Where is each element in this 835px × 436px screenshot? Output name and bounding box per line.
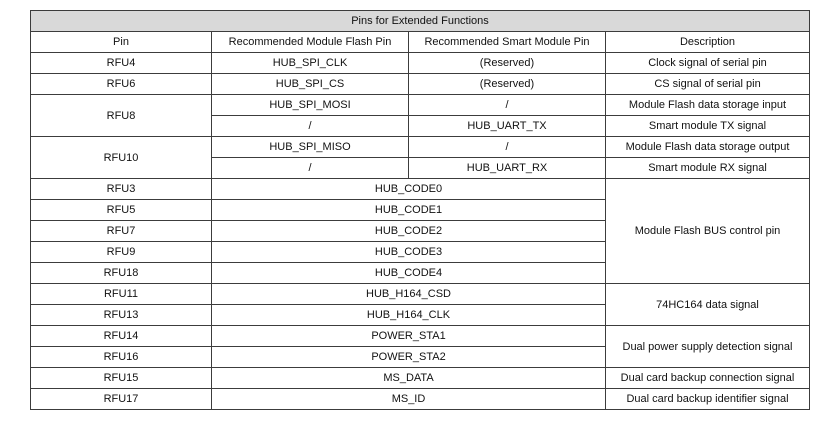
table-row xyxy=(31,53,810,74)
description-cell: CS signal of serial pin xyxy=(606,74,810,95)
smart-pin-cell: (Reserved) xyxy=(409,53,606,74)
pin-cell: RFU18 xyxy=(31,263,212,284)
flash-pin-cell: HUB_SPI_CS xyxy=(212,74,409,95)
title-row xyxy=(31,11,810,32)
table-title: Pins for Extended Functions xyxy=(31,11,810,32)
header-smart-pin: Recommended Smart Module Pin xyxy=(409,32,606,53)
pin-cell: RFU17 xyxy=(31,389,212,410)
table-row xyxy=(31,74,810,95)
flash-pin-cell: HUB_SPI_CLK xyxy=(212,53,409,74)
pin-cell: RFU16 xyxy=(31,347,212,368)
pin-cell: RFU8 xyxy=(31,95,212,137)
table-row xyxy=(31,326,810,347)
table-row xyxy=(31,95,810,116)
flash-pin-cell: HUB_SPI_MOSI xyxy=(212,95,409,116)
description-cell: Module Flash data storage output xyxy=(606,137,810,158)
signal-cell: MS_DATA xyxy=(212,368,606,389)
header-pin: Pin xyxy=(31,32,212,53)
header-description: Description xyxy=(606,32,810,53)
signal-cell: HUB_H164_CSD xyxy=(212,284,606,305)
smart-pin-cell: HUB_UART_RX xyxy=(409,158,606,179)
pin-cell: RFU6 xyxy=(31,74,212,95)
flash-pin-cell: HUB_SPI_MISO xyxy=(212,137,409,158)
signal-cell: HUB_H164_CLK xyxy=(212,305,606,326)
table-row xyxy=(31,179,810,200)
pin-cell: RFU5 xyxy=(31,200,212,221)
description-cell: Dual card backup connection signal xyxy=(606,368,810,389)
signal-cell: HUB_CODE1 xyxy=(212,200,606,221)
description-cell: Dual card backup identifier signal xyxy=(606,389,810,410)
table-row xyxy=(31,284,810,305)
pin-cell: RFU11 xyxy=(31,284,212,305)
description-cell: Dual power supply detection signal xyxy=(606,326,810,368)
flash-pin-cell: / xyxy=(212,158,409,179)
pin-cell: RFU7 xyxy=(31,221,212,242)
signal-cell: HUB_CODE3 xyxy=(212,242,606,263)
pin-cell: RFU15 xyxy=(31,368,212,389)
signal-cell: POWER_STA1 xyxy=(212,326,606,347)
pin-cell: RFU13 xyxy=(31,305,212,326)
smart-pin-cell: HUB_UART_TX xyxy=(409,116,606,137)
pin-cell: RFU10 xyxy=(31,137,212,179)
pin-cell: RFU3 xyxy=(31,179,212,200)
signal-cell: HUB_CODE0 xyxy=(212,179,606,200)
table-row xyxy=(31,137,810,158)
header-flash-pin: Recommended Module Flash Pin xyxy=(212,32,409,53)
smart-pin-cell: / xyxy=(409,95,606,116)
description-cell: Smart module TX signal xyxy=(606,116,810,137)
signal-cell: HUB_CODE2 xyxy=(212,221,606,242)
table-row xyxy=(31,389,810,410)
description-cell: Smart module RX signal xyxy=(606,158,810,179)
signal-cell: MS_ID xyxy=(212,389,606,410)
flash-pin-cell: / xyxy=(212,116,409,137)
description-cell: Module Flash BUS control pin xyxy=(606,179,810,284)
pins-table xyxy=(30,10,810,410)
table-row xyxy=(31,368,810,389)
smart-pin-cell: / xyxy=(409,137,606,158)
pin-cell: RFU14 xyxy=(31,326,212,347)
pin-cell: RFU4 xyxy=(31,53,212,74)
description-cell: 74HC164 data signal xyxy=(606,284,810,326)
signal-cell: HUB_CODE4 xyxy=(212,263,606,284)
pin-cell: RFU9 xyxy=(31,242,212,263)
description-cell: Clock signal of serial pin xyxy=(606,53,810,74)
signal-cell: POWER_STA2 xyxy=(212,347,606,368)
smart-pin-cell: (Reserved) xyxy=(409,74,606,95)
description-cell: Module Flash data storage input xyxy=(606,95,810,116)
header-row xyxy=(31,32,810,53)
